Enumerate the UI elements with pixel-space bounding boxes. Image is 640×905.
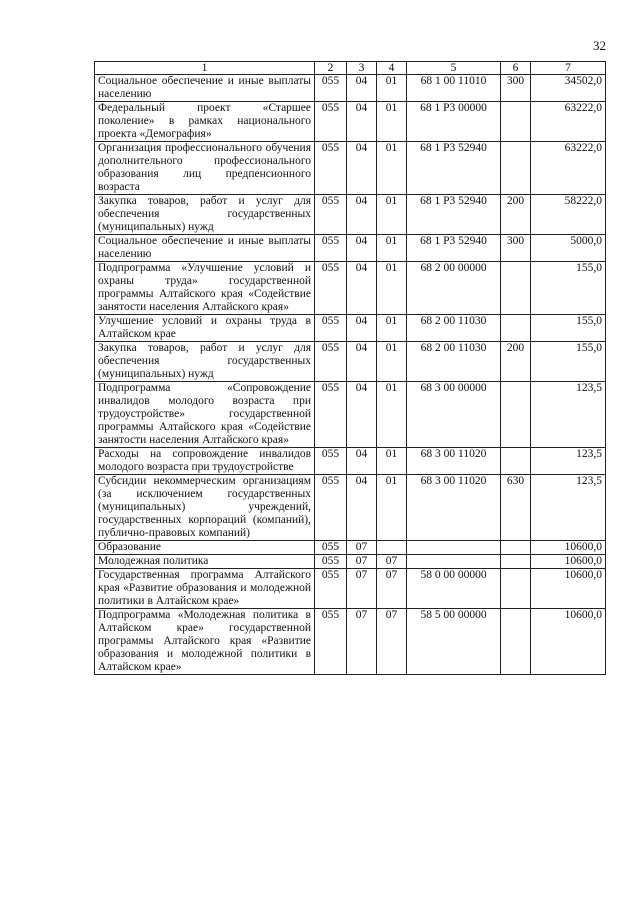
expense-type-code: 300	[501, 75, 531, 102]
amount: 63222,0	[531, 142, 606, 195]
amount: 123,5	[531, 475, 606, 541]
table-row	[95, 142, 606, 195]
ministry-code: 055	[315, 382, 347, 448]
expense-type-code	[501, 315, 531, 342]
expense-type-code: 630	[501, 475, 531, 541]
subsection-code: 01	[377, 75, 407, 102]
target-article-code: 68 3 00 11020	[407, 475, 501, 541]
header-row	[95, 62, 606, 75]
table-row	[95, 382, 606, 448]
expense-type-code: 200	[501, 195, 531, 235]
expense-type-code: 200	[501, 342, 531, 382]
target-article-code: 68 1 P3 52940	[407, 195, 501, 235]
table-row	[95, 262, 606, 315]
amount: 155,0	[531, 262, 606, 315]
target-article-code: 68 2 00 00000	[407, 262, 501, 315]
ministry-code: 055	[315, 609, 347, 675]
amount: 34502,0	[531, 75, 606, 102]
amount: 10600,0	[531, 609, 606, 675]
amount: 10600,0	[531, 555, 606, 569]
target-article-code: 68 1 P3 52940	[407, 142, 501, 195]
header-col-5: 5	[407, 62, 501, 75]
target-article-code: 58 5 00 00000	[407, 609, 501, 675]
target-article-code: 68 3 00 11020	[407, 448, 501, 475]
row-name: Организация профессионального обучения дополнительного профессионального образования лиц предпенсионного возраста	[95, 142, 315, 195]
table-row	[95, 475, 606, 541]
row-name: Подпрограмма «Молодежная политика в Алтайском крае» государственной программы Алтайского края «Развитие образования и молодежной политики в Алтайском крае»	[95, 609, 315, 675]
amount: 155,0	[531, 342, 606, 382]
section-code: 04	[347, 75, 377, 102]
ministry-code: 055	[315, 555, 347, 569]
section-code: 04	[347, 342, 377, 382]
section-code: 04	[347, 448, 377, 475]
expense-type-code	[501, 142, 531, 195]
target-article-code: 68 2 00 11030	[407, 342, 501, 382]
subsection-code: 01	[377, 342, 407, 382]
section-code: 07	[347, 609, 377, 675]
target-article-code: 68 2 00 11030	[407, 315, 501, 342]
header-col-2: 2	[315, 62, 347, 75]
amount: 10600,0	[531, 569, 606, 609]
row-name: Закупка товаров, работ и услуг для обеспечения государственных (муниципальных) нужд	[95, 342, 315, 382]
target-article-code	[407, 541, 501, 555]
section-code: 04	[347, 142, 377, 195]
section-code: 07	[347, 555, 377, 569]
subsection-code: 01	[377, 475, 407, 541]
row-name: Улучшение условий и охраны труда в Алтайском крае	[95, 315, 315, 342]
target-article-code: 58 0 00 00000	[407, 569, 501, 609]
table-row	[95, 541, 606, 555]
row-name: Молодежная политика	[95, 555, 315, 569]
amount: 10600,0	[531, 541, 606, 555]
header-col-3: 3	[347, 62, 377, 75]
row-name: Расходы на сопровождение инвалидов молодого возраста при трудоустройстве	[95, 448, 315, 475]
subsection-code: 07	[377, 609, 407, 675]
subsection-code: 01	[377, 382, 407, 448]
amount: 123,5	[531, 448, 606, 475]
ministry-code: 055	[315, 342, 347, 382]
target-article-code	[407, 555, 501, 569]
ministry-code: 055	[315, 142, 347, 195]
ministry-code: 055	[315, 475, 347, 541]
expense-type-code	[501, 448, 531, 475]
ministry-code: 055	[315, 235, 347, 262]
subsection-code: 01	[377, 102, 407, 142]
table-row	[95, 569, 606, 609]
subsection-code: 07	[377, 555, 407, 569]
expense-type-code: 300	[501, 235, 531, 262]
subsection-code: 01	[377, 142, 407, 195]
row-name: Социальное обеспечение и иные выплаты населению	[95, 75, 315, 102]
subsection-code: 01	[377, 262, 407, 315]
expense-type-code	[501, 262, 531, 315]
section-code: 04	[347, 262, 377, 315]
target-article-code: 68 3 00 00000	[407, 382, 501, 448]
row-name: Подпрограмма «Улучшение условий и охраны труда» государственной программы Алтайского края «Содействие занятости населения Алтайского края»	[95, 262, 315, 315]
subsection-code	[377, 541, 407, 555]
row-name: Государственная программа Алтайского края «Развитие образования и молодежной политики в Алтайском крае»	[95, 569, 315, 609]
subsection-code: 01	[377, 315, 407, 342]
table-row	[95, 102, 606, 142]
expense-type-code	[501, 609, 531, 675]
ministry-code: 055	[315, 448, 347, 475]
expense-type-code	[501, 555, 531, 569]
ministry-code: 055	[315, 75, 347, 102]
table-row	[95, 342, 606, 382]
header-col-1: 1	[95, 62, 315, 75]
section-code: 04	[347, 195, 377, 235]
section-code: 04	[347, 315, 377, 342]
target-article-code: 68 1 00 11010	[407, 75, 501, 102]
table-row	[95, 75, 606, 102]
expense-type-code	[501, 382, 531, 448]
section-code: 07	[347, 541, 377, 555]
subsection-code: 07	[377, 569, 407, 609]
amount: 123,5	[531, 382, 606, 448]
table-row	[95, 555, 606, 569]
subsection-code: 01	[377, 448, 407, 475]
page-number: 32	[593, 38, 606, 53]
header-col-6: 6	[501, 62, 531, 75]
table-row	[95, 235, 606, 262]
header-col-7: 7	[531, 62, 606, 75]
section-code: 04	[347, 382, 377, 448]
section-code: 04	[347, 235, 377, 262]
target-article-code: 68 1 P3 52940	[407, 235, 501, 262]
section-code: 04	[347, 102, 377, 142]
ministry-code: 055	[315, 195, 347, 235]
ministry-code: 055	[315, 102, 347, 142]
target-article-code: 68 1 P3 00000	[407, 102, 501, 142]
expense-type-code	[501, 569, 531, 609]
row-name: Образование	[95, 541, 315, 555]
table-row	[95, 315, 606, 342]
amount: 155,0	[531, 315, 606, 342]
ministry-code: 055	[315, 262, 347, 315]
header-col-4: 4	[377, 62, 407, 75]
row-name: Социальное обеспечение и иные выплаты населению	[95, 235, 315, 262]
expense-type-code	[501, 102, 531, 142]
row-name: Субсидии некоммерческим организациям (за исключением государственных (муниципальных) учреждений, государственных корпораций (компаний), публично-правовых компаний)	[95, 475, 315, 541]
table-row	[95, 609, 606, 675]
row-name: Подпрограмма «Сопровождение инвалидов молодого возраста при трудоустройстве» государственной программы Алтайского края «Содействие занятости населения Алтайского края»	[95, 382, 315, 448]
budget-table	[94, 61, 606, 675]
expense-type-code	[501, 541, 531, 555]
row-name: Федеральный проект «Старшее поколение» в рамках национального проекта «Демография»	[95, 102, 315, 142]
subsection-code: 01	[377, 235, 407, 262]
amount: 63222,0	[531, 102, 606, 142]
ministry-code: 055	[315, 541, 347, 555]
table-row	[95, 448, 606, 475]
row-name: Закупка товаров, работ и услуг для обеспечения государственных (муниципальных) нужд	[95, 195, 315, 235]
section-code: 04	[347, 475, 377, 541]
amount: 5000,0	[531, 235, 606, 262]
section-code: 07	[347, 569, 377, 609]
ministry-code: 055	[315, 569, 347, 609]
amount: 58222,0	[531, 195, 606, 235]
subsection-code: 01	[377, 195, 407, 235]
table-row	[95, 195, 606, 235]
ministry-code: 055	[315, 315, 347, 342]
